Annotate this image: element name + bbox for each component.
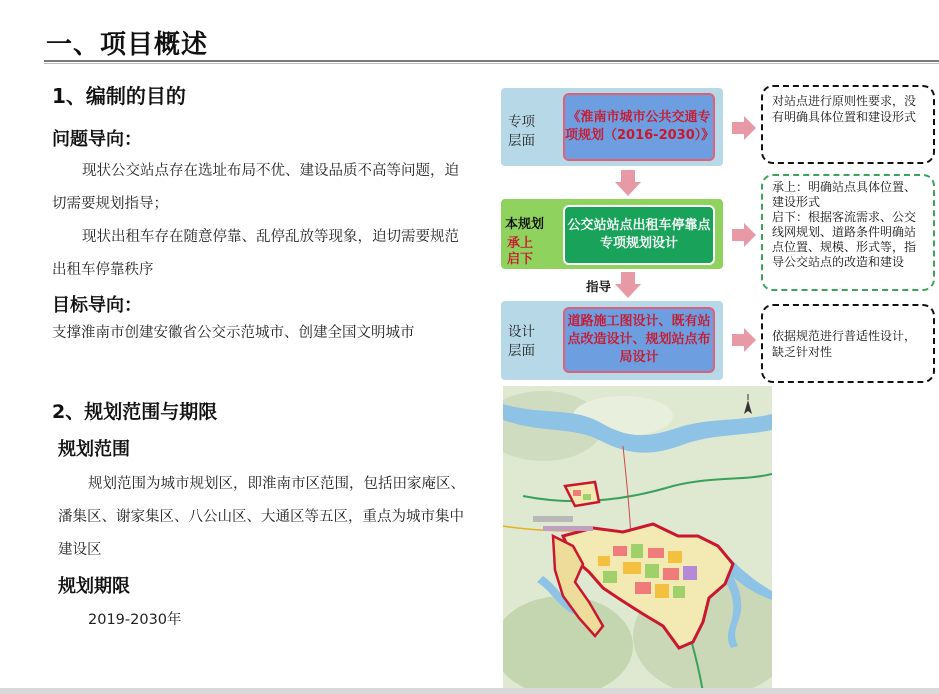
- this-plan-note: 承上：明确站点具体位置、建设形式 启下：根据客流需求、公交线网规划、道路条件明确站点位置、规模、形式等，指导公交站点的改造和建设: [761, 174, 935, 291]
- title-divider-secondary: [44, 63, 939, 64]
- this-plan-label: 本规划: [505, 217, 545, 232]
- arrow-down-icon: [613, 270, 643, 300]
- transit-plan-text: 《淮南市城市公共交通专项规划（2016-2030）》: [565, 110, 715, 143]
- arrow-right-icon: [730, 326, 758, 354]
- this-plan-text: 公交站站点出租车停靠点专项规划设计: [567, 218, 711, 251]
- special-level-label: 专项 层面: [508, 114, 535, 149]
- design-box: [563, 307, 715, 373]
- period-text: 2019-2030年: [88, 612, 182, 628]
- scope-text: 规划范围为城市规划区，即淮南市区范围，包括田家庵区、潘集区、谢家集区、八公山区、大通区等五区，重点为城市集中建设区: [58, 476, 465, 558]
- special-level-note: 对站点进行原则性要求，没有明确具体位置和建设形式: [761, 85, 935, 164]
- arrow-right-icon: [730, 221, 758, 249]
- design-level-note: 依据规范进行普适性设计，缺乏针对性: [761, 304, 935, 383]
- special-level-panel: [501, 88, 723, 166]
- arrow-right-icon: [730, 114, 758, 142]
- title-divider: [44, 60, 939, 62]
- design-level-label: 设计 层面: [508, 324, 535, 359]
- planning-area-map: [503, 386, 772, 692]
- this-plan-panel: [501, 199, 723, 269]
- problem-paragraph-1: 现状公交站点存在选址布局不优、建设品质不高等问题，迫切需要规划指导；: [52, 163, 459, 212]
- guide-down-label: 启下: [507, 252, 534, 267]
- goal-text: 支撑淮南市创建安徽省公交示范城市、创建全国文明城市: [52, 325, 415, 341]
- problem-heading: 问题导向：: [52, 129, 142, 150]
- section1-heading: 1、编制的目的: [52, 84, 186, 108]
- design-level-panel: [501, 301, 723, 380]
- inherit-label: 承上: [507, 236, 534, 251]
- period-heading: 规划期限: [58, 576, 130, 597]
- goal-heading: 目标导向：: [52, 295, 142, 316]
- design-box-text: 道路施工图设计、既有站点改造设计、规划站点布局设计: [567, 314, 711, 365]
- transit-plan-box: [563, 93, 715, 161]
- arrow-down-icon: [613, 168, 643, 198]
- guide-label: 指导: [586, 279, 612, 294]
- problem-paragraph-2: 现状出租车存在随意停靠、乱停乱放等现象，迫切需要规范出租车停靠秩序: [52, 229, 459, 278]
- page-title: 一、项目概述: [46, 30, 209, 60]
- scope-heading: 规划范围: [58, 439, 130, 460]
- city-map-image: [503, 386, 772, 692]
- section2-heading: 2、规划范围与期限: [52, 401, 218, 423]
- bottom-border: [0, 688, 939, 694]
- this-plan-box: [563, 205, 715, 265]
